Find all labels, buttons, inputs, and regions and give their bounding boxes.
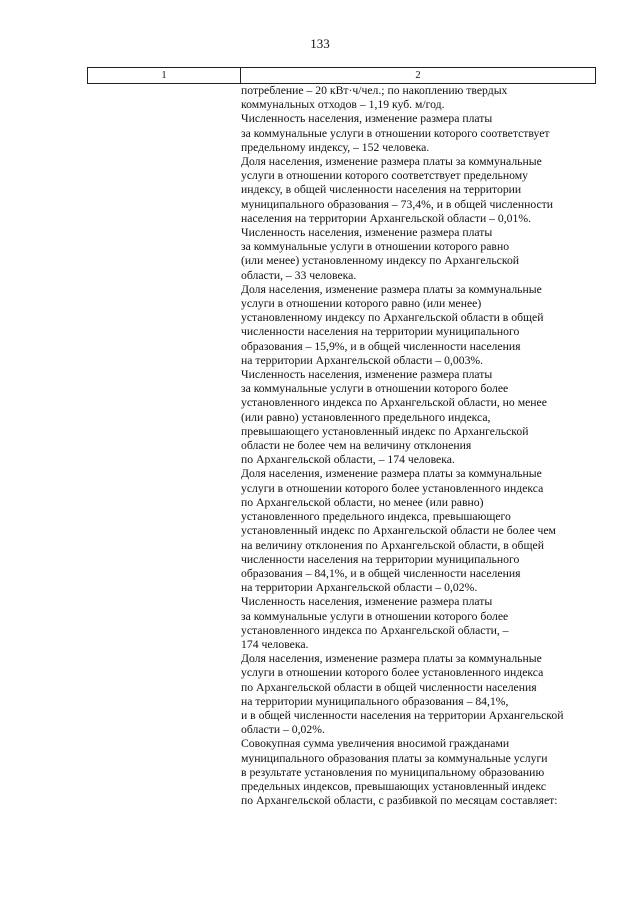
text-line: за коммунальные услуги в отношении которого равно [241, 240, 510, 254]
text-line: Доля населения, изменение размера платы за коммунальные [241, 467, 542, 481]
text-line: за коммунальные услуги в отношении которого более [241, 609, 509, 623]
text-line: установленный индекс по Архангельской области не более чем [241, 524, 556, 538]
text-line: Численность населения, изменение размера платы [241, 112, 493, 126]
text-line: установленному индексу по Архангельской области в общей [241, 311, 544, 325]
text-line: превышающего установленный индекс по Архангельской [241, 424, 529, 438]
text-line: предельных индексов, превышающих установленный индекс [241, 779, 547, 793]
text-line: услуги в отношении которого соответствует предельному [241, 169, 528, 183]
right-column-cell [240, 84, 596, 808]
text-line: предельному индексу, – 152 человека. [241, 140, 430, 154]
text-line: за коммунальные услуги в отношении которого соответствует [241, 126, 550, 140]
text-line: установленного предельного индекса, превышающего [241, 510, 511, 524]
column-header-2: 2 [240, 68, 596, 83]
text-paragraph [241, 155, 596, 226]
text-line: (или менее) установленному индексу по Архангельской [241, 254, 520, 268]
text-line: индексу, в общей численности населения на территории [241, 183, 522, 197]
text-line: услуги в отношении которого более установленного индекса [241, 481, 544, 495]
text-line: на территории Архангельской области – 0,003%. [241, 353, 484, 367]
text-line: услуги в отношении которого равно (или менее) [241, 297, 482, 311]
text-line: населения на территории Архангельской области – 0,01%. [241, 211, 532, 225]
left-column-cell [87, 84, 240, 808]
text-line: образования – 15,9%, и в общей численности населения [241, 339, 521, 353]
text-paragraph [241, 112, 596, 155]
text-line: услуги в отношении которого более установленного индекса [241, 666, 544, 680]
text-line: за коммунальные услуги в отношении которого более [241, 382, 509, 396]
text-line: Доля населения, изменение размера платы за коммунальные [241, 282, 542, 296]
text-line: Численность населения, изменение размера платы [241, 368, 493, 382]
text-line: на величину отклонения по Архангельской области, в общей [241, 538, 544, 552]
text-line: по Архангельской области, с разбивкой по месяцам составляет: [241, 794, 558, 808]
text-line: 174 человека. [241, 637, 309, 651]
text-line: установленного индекса по Архангельской области, – [241, 623, 509, 637]
text-line: на территории муниципального образования – 84,1%, [241, 694, 509, 708]
table-body-row [87, 84, 596, 808]
text-line: численности населения на территории муниципального [241, 325, 520, 339]
text-line: области – 0,02%. [241, 723, 325, 737]
text-line: Доля населения, изменение размера платы за коммунальные [241, 652, 542, 666]
text-line: Численность населения, изменение размера платы [241, 226, 493, 240]
text-line: области не более чем на величину отклонения [241, 439, 472, 453]
text-paragraph [241, 84, 596, 112]
text-line: муниципального образования платы за коммунальные услуги [241, 751, 548, 765]
text-line: в результате установления по муниципальному образованию [241, 765, 545, 779]
text-line: потребление – 20 кВт·ч/чел.; по накоплению твердых [241, 84, 508, 97]
text-line: по Архангельской области в общей численности населения [241, 680, 537, 694]
text-paragraph [241, 737, 596, 808]
text-line: области, – 33 человека. [241, 268, 357, 282]
text-line: и в общей численности населения на территории Архангельской [241, 708, 564, 722]
text-paragraph [241, 226, 596, 283]
text-line: установленного индекса по Архангельской области, но менее [241, 396, 547, 410]
text-paragraph [241, 283, 596, 368]
text-line: численности населения на территории муниципального [241, 552, 520, 566]
text-paragraph [241, 467, 596, 595]
page-number: 133 [310, 36, 330, 51]
document-table [87, 67, 596, 808]
text-line: (или равно) установленного предельного индекса, [241, 410, 491, 424]
text-line: муниципального образования – 73,4%, и в общей численности [241, 197, 554, 211]
text-paragraph [241, 368, 596, 467]
text-line: образования – 84,1%, и в общей численности населения [241, 566, 521, 580]
text-paragraph [241, 652, 596, 737]
text-line: коммунальных отходов – 1,19 куб. м/год. [241, 98, 445, 112]
text-line: по Архангельской области, – 174 человека. [241, 453, 455, 467]
text-paragraph [241, 595, 596, 652]
text-line: Совокупная сумма увеличения вносимой гражданами [241, 737, 510, 751]
text-line: на территории Архангельской области – 0,02%. [241, 581, 478, 595]
text-line: Численность населения, изменение размера платы [241, 595, 493, 609]
text-line: по Архангельской области, но менее (или равно) [241, 495, 484, 509]
column-header-row [87, 68, 596, 84]
column-header-1: 1 [87, 68, 240, 83]
text-line: Доля населения, изменение размера платы за коммунальные [241, 155, 542, 169]
